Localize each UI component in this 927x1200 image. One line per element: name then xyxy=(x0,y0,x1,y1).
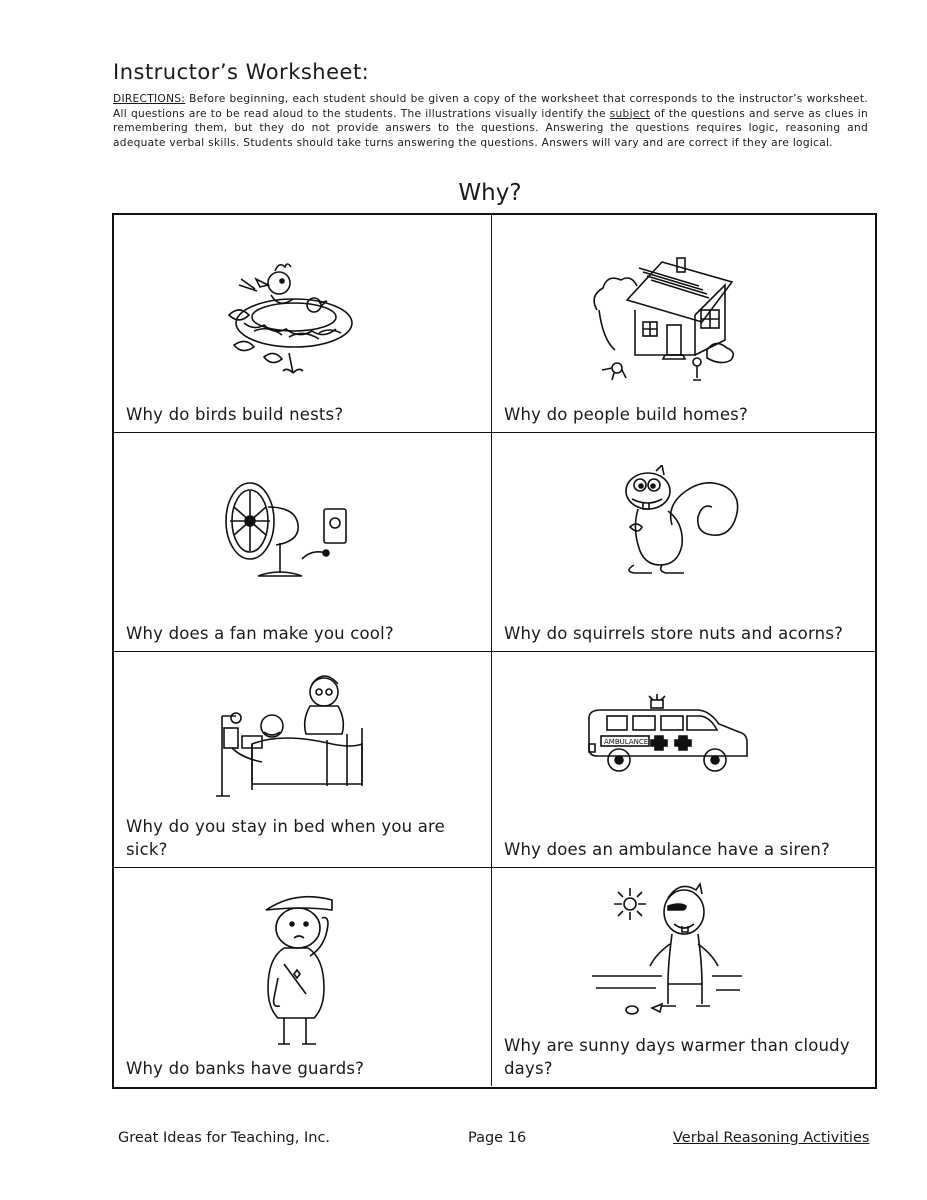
sunny-beach-icon xyxy=(592,880,742,1025)
footer-page-number: Page 16 xyxy=(468,1130,527,1146)
section-heading: Why? xyxy=(458,180,522,206)
house-icon xyxy=(587,250,737,385)
ambulance-label: AMBULANCE xyxy=(604,738,649,746)
question-cell-sick xyxy=(114,652,492,868)
worksheet-title: Instructor’s Worksheet: xyxy=(113,60,370,84)
question-grid xyxy=(112,213,877,1089)
question-cell-sunny xyxy=(492,868,875,1086)
question-cell-birds xyxy=(114,215,492,433)
footer-book-title: Verbal Reasoning Activities xyxy=(673,1130,870,1146)
question-text: Why do birds build nests? xyxy=(126,405,344,424)
question-cell-guard xyxy=(114,868,492,1086)
bank-guard-icon xyxy=(254,886,364,1051)
ambulance-icon xyxy=(587,690,752,780)
sick-bed-icon xyxy=(212,666,372,806)
footer-publisher: Great Ideas for Teaching, Inc. xyxy=(118,1130,331,1146)
question-text: Why are sunny days warmer than cloudy days? xyxy=(504,1036,850,1078)
question-text: Why do squirrels store nuts and acorns? xyxy=(504,624,844,643)
directions-text xyxy=(113,92,868,150)
question-text: Why do you stay in bed when you are sick? xyxy=(126,817,446,859)
question-cell-fan xyxy=(114,433,492,652)
squirrel-icon xyxy=(610,465,750,585)
question-text: Why does a fan make you cool? xyxy=(126,624,394,643)
directions-part-1: Before beginning, each student should be given a copy of the worksheet that corresponds to the instructor’s worksheet. All questions are to be read aloud to the students. The illustrations visually identify the xyxy=(113,93,868,120)
question-text: Why do banks have guards? xyxy=(126,1059,365,1078)
directions-label: DIRECTIONS: xyxy=(113,93,186,105)
bird-nest-icon xyxy=(209,245,369,380)
question-cell-squirrel xyxy=(492,433,875,652)
question-text: Why does an ambulance have a siren? xyxy=(504,840,830,859)
fan-icon xyxy=(222,481,357,586)
question-text: Why do people build homes? xyxy=(504,405,748,424)
question-cell-homes xyxy=(492,215,875,433)
directions-part-2: of the questions and serve as clues in remembering them, but they do not provide answers to the questions. Answering the questions requires logic, reasoning and adequate verbal skills. Students should take turns answering the questions. Answers will vary and are correct if they are logical. xyxy=(113,107,869,149)
question-cell-ambulance xyxy=(492,652,875,868)
directions-subject: subject xyxy=(609,107,651,120)
